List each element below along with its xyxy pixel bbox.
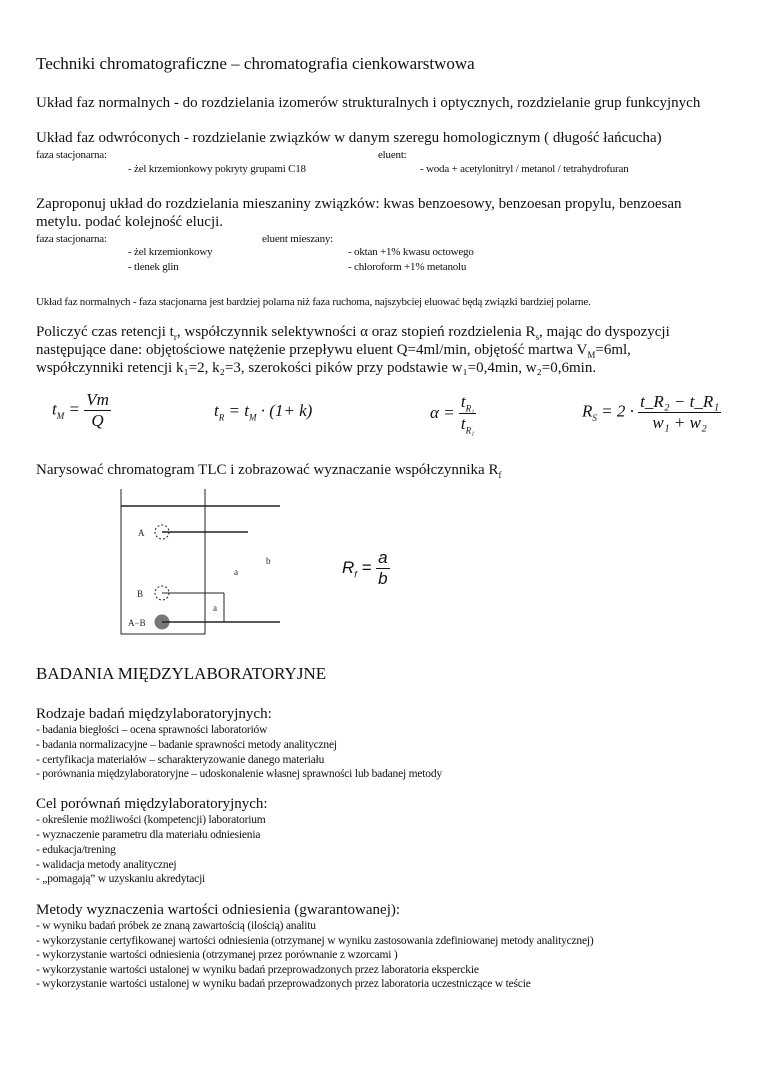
label-a: A (138, 528, 145, 538)
types-heading: Rodzaje badań międzylaboratoryjnych: (36, 706, 272, 722)
text: Vm (86, 390, 109, 409)
text: a (378, 548, 388, 567)
eluent-value: - woda + acetylonitryl / metanol / tetrahydrofuran (420, 163, 629, 175)
stationary-label: faza stacjonarna: (36, 233, 107, 245)
stationary-value: - żel krzemionkowy pokryty grupami C18 (128, 163, 306, 175)
text: f (498, 470, 502, 480)
list-item: - wyznaczenie parametru dla materiału odniesienia (36, 829, 261, 841)
text: następujące dane: objętościowe natężenie przepływu eluent Q=4ml/min, objętość martwa V (36, 342, 588, 358)
label-ab: A−B (128, 618, 146, 628)
formula-tm: $t_M$ = $\frac{Vm}{Q}$ (52, 390, 109, 430)
text: M (248, 412, 257, 423)
stationary-value: - tlenek glin (128, 261, 179, 273)
label-a-distance: a (234, 567, 238, 577)
task2-line3: współczynniki retencji k₁=2, k₂=3, szerokości pików przy podstawie w₁=0,4min, w₂=0,6min. (36, 360, 597, 376)
list-item: - wykorzystanie wartości ustalonej w wyniku badań przeprowadzonych przez laboratoria uczestniczące w teście (36, 978, 531, 990)
formula-tr (214, 401, 312, 422)
note-text: Układ faz normalnych - faza stacjonarna jest bardziej polarna niż faza ruchoma, najszybciej eluować będą związki bardziej polarne. (36, 296, 591, 308)
text: t_R₂ − t_R₁ (640, 392, 720, 411)
task1-text: Zaproponuj układ do rozdzielania mieszaniny związków: kwas benzoesowy, benzoesan propylu, benzoesan (36, 196, 682, 212)
text: R₁ (465, 425, 475, 436)
text: t (460, 392, 466, 411)
text: Policzyć czas retencji t (36, 324, 174, 340)
list-item: - edukacja/trening (36, 844, 116, 856)
text: · (1+ k) (260, 401, 313, 420)
label-a-distance: a (213, 603, 217, 613)
label-b: B (137, 589, 144, 599)
text: =6ml, (595, 342, 631, 358)
formula-rs (582, 392, 721, 433)
text: α = (430, 402, 455, 422)
formula-alpha (430, 392, 476, 436)
text: , mając do dyspozycji (538, 324, 670, 340)
task2-line1 (36, 324, 670, 342)
text: , współczynnik selektywności α oraz stopień rozdzielenia R (176, 324, 536, 340)
text: t (214, 401, 219, 420)
list-item: - „pomagają” w uzyskaniu akredytacji (36, 873, 206, 885)
text: R (342, 557, 355, 577)
eluent-value: - oktan +1% kwasu octowego (348, 246, 474, 258)
text: t (52, 399, 57, 419)
tlc-plate (121, 489, 205, 634)
list-item: - wykorzystanie wartości odniesienia (otrzymanej przez porównanie z wzorcami ) (36, 949, 398, 961)
eluent-label: eluent: (378, 149, 407, 161)
task1-text: metylu. podać kolejność elucji. (36, 214, 224, 230)
text: r (173, 332, 177, 342)
task2-line2 (36, 342, 631, 360)
text: R₂ (465, 403, 475, 414)
text: S (592, 412, 597, 423)
list-item: - badania biegłości – ocena sprawności laboratoriów (36, 724, 268, 736)
list-item: - określenie możliwości (kompetencji) laboratorium (36, 814, 266, 826)
goals-heading: Cel porównań międzylaboratoryjnych: (36, 796, 268, 812)
eluent-label: eluent mieszany: (262, 233, 334, 245)
list-item: - certyfikacja materiałów – scharakteryzowanie danego materiału (36, 754, 325, 766)
section-heading: BADANIA MIĘDZYLABORATORYJNE (36, 664, 327, 683)
reversed-phase-heading: Układ faz odwróconych - rozdzielanie związków w danym szeregu homologicznym ( długość łańcucha) (36, 130, 662, 146)
text: t (460, 414, 466, 434)
list-item: - badania normalizacyjne – badanie sprawności metody analitycznej (36, 739, 337, 751)
text: Q (91, 411, 104, 430)
list-item: - porównania międzylaboratoryjne – udoskonalenie własnej sprawności lub badanej metody (36, 768, 442, 780)
text: = t (228, 401, 249, 420)
page-title: Techniki chromatograficzne – chromatografia cienkowarstwowa (36, 54, 475, 73)
methods-heading: Metody wyznaczenia wartości odniesienia (gwarantowanej): (36, 902, 401, 918)
eluent-value: - chloroform +1% metanolu (348, 261, 467, 273)
text: w₁ + w₂ (652, 413, 707, 432)
tlc-heading (36, 462, 501, 480)
stationary-value: - żel krzemionkowy (128, 246, 213, 258)
label-b-distance: b (266, 556, 271, 566)
text: R (582, 401, 593, 421)
text: b (378, 569, 388, 588)
text: Narysować chromatogram TLC i zobrazować wyznaczanie współczynnika R (36, 462, 499, 478)
normal-phase-text: Układ faz normalnych - do rozdzielania izomerów strukturalnych i optycznych, rozdzielanie grup funkcyjnych (36, 95, 701, 111)
list-item: - walidacja metody analitycznej (36, 859, 177, 871)
text: = 2 · (601, 401, 634, 421)
stationary-label: faza stacjonarna: (36, 149, 107, 161)
formula-rf: $R_f$ = $\frac{a}{b}$ (342, 548, 388, 588)
text: M (587, 350, 596, 360)
text: f (354, 569, 357, 580)
text: R (218, 412, 225, 423)
text: s (535, 332, 539, 342)
text: M (56, 410, 65, 421)
list-item: - wykorzystanie wartości ustalonej w wyniku badań przeprowadzonych przez laboratoria eksperckie (36, 964, 479, 976)
list-item: - w wyniku badań próbek ze znaną zawartością (ilością) analitu (36, 920, 316, 932)
list-item: - wykorzystanie certyfikowanej wartości odniesienia (otrzymanej w wyniku zastosowania zdefiniowanej metody analitycznej) (36, 935, 594, 947)
